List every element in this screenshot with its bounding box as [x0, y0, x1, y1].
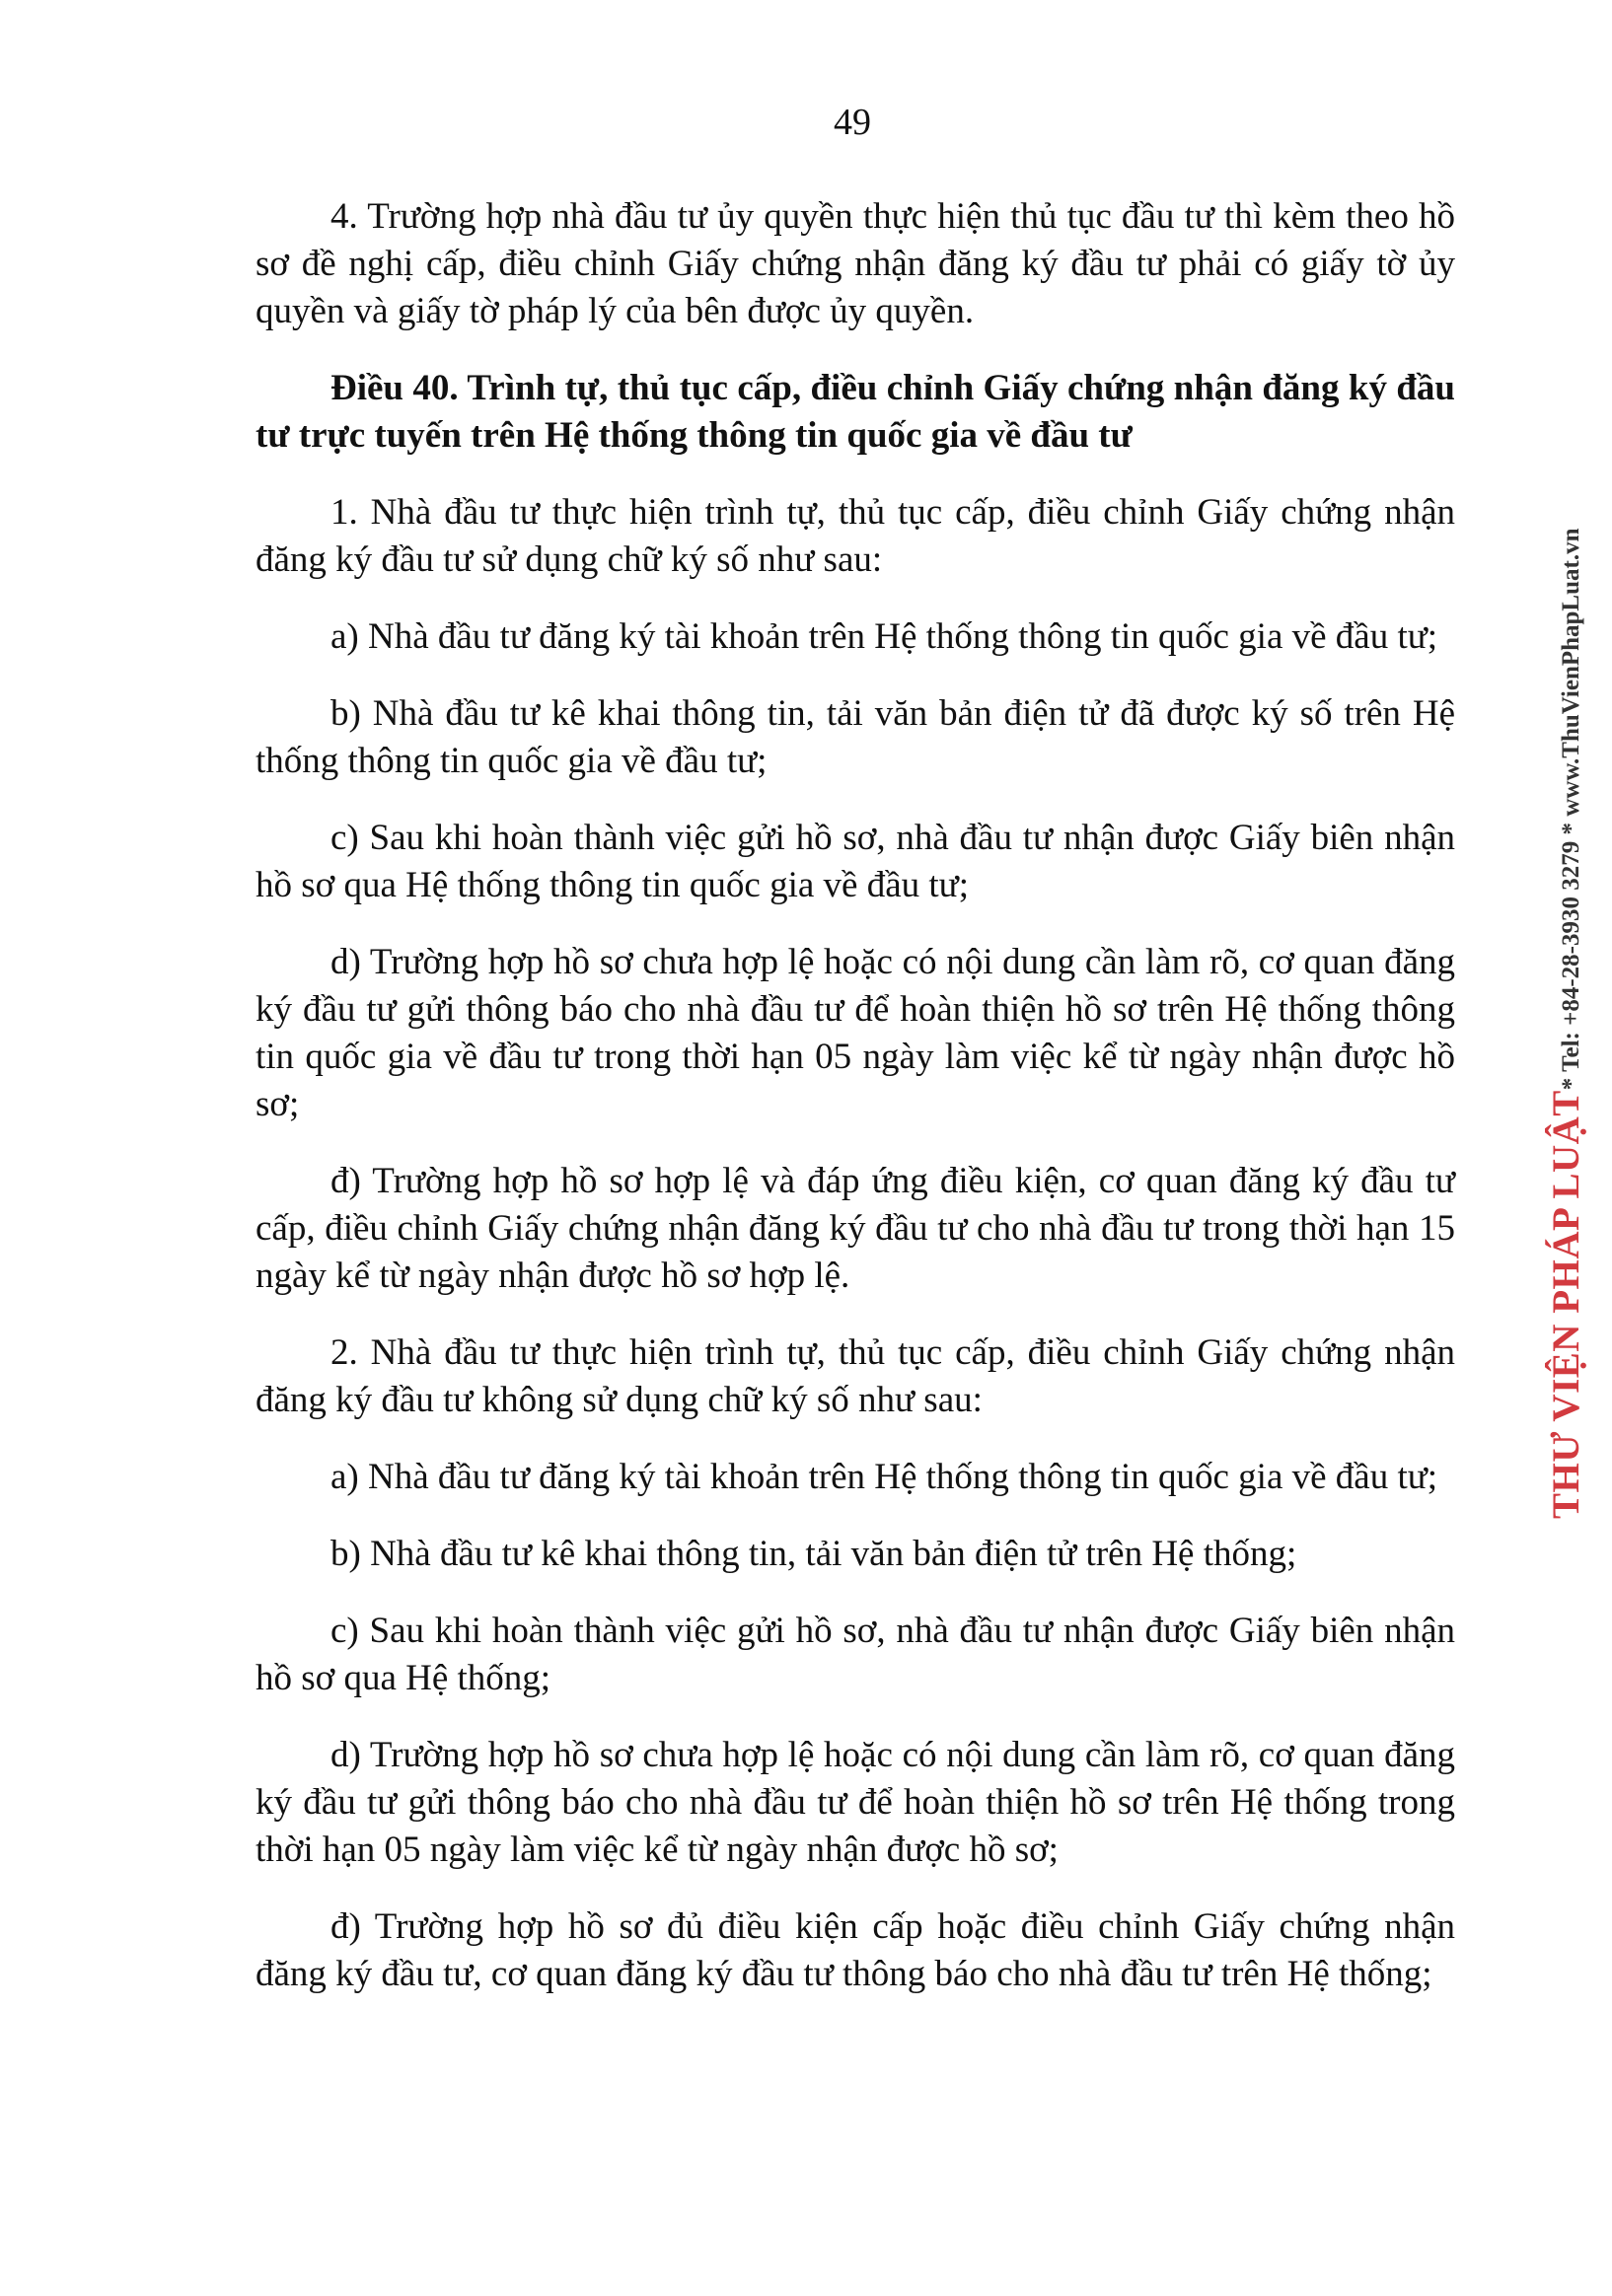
- paragraph-clause-1c: c) Sau khi hoàn thành việc gửi hồ sơ, nhà đầu tư nhận được Giấy biên nhận hồ sơ qua Hệ thống thông tin quốc gia về đầu tư;: [256, 818, 1455, 905]
- paragraph-clause-1dd: đ) Trường hợp hồ sơ hợp lệ và đáp ứng điều kiện, cơ quan đăng ký đầu tư cấp, điều chỉnh Giấy chứng nhận đăng ký đầu tư cho nhà đầu tư trong thời hạn 15 ngày kể từ ngày nhận được hồ sơ hợp lệ.: [256, 1161, 1455, 1296]
- paragraph-clause-1d: d) Trường hợp hồ sơ chưa hợp lệ hoặc có nội dung cần làm rõ, cơ quan đăng ký đầu tư gửi thông báo cho nhà đầu tư để hoàn thiện hồ sơ trên Hệ thống thông tin quốc gia về đầu tư trong thời hạn 05 ngày làm việc kể từ ngày nhận được hồ sơ;: [256, 942, 1455, 1124]
- article-40-heading: Điều 40. Trình tự, thủ tục cấp, điều chỉnh Giấy chứng nhận đăng ký đầu tư trực tuyến trên Hệ thống thông tin quốc gia về đầu tư: [256, 368, 1455, 456]
- paragraph-clause-2d: d) Trường hợp hồ sơ chưa hợp lệ hoặc có nội dung cần làm rõ, cơ quan đăng ký đầu tư gửi thông báo cho nhà đầu tư để hoàn thiện hồ sơ trên Hệ thống trong thời hạn 05 ngày làm việc kể từ ngày nhận được hồ sơ;: [256, 1735, 1455, 1870]
- watermark: [1537, 528, 1596, 1519]
- paragraph-clause-1b: b) Nhà đầu tư kê khai thông tin, tải văn bản điện tử đã được ký số trên Hệ thống thông tin quốc gia về đầu tư;: [256, 693, 1455, 781]
- paragraph-clause-2a: a) Nhà đầu tư đăng ký tài khoản trên Hệ thống thông tin quốc gia về đầu tư;: [330, 1457, 1438, 1497]
- page-number: 49: [834, 102, 871, 143]
- paragraph-clause-2b: b) Nhà đầu tư kê khai thông tin, tải văn bản điện tử trên Hệ thống;: [330, 1534, 1297, 1574]
- paragraph-clause-1: 1. Nhà đầu tư thực hiện trình tự, thủ tục cấp, điều chỉnh Giấy chứng nhận đăng ký đầu tư sử dụng chữ ký số như sau:: [256, 492, 1455, 580]
- paragraph-clause-1a: a) Nhà đầu tư đăng ký tài khoản trên Hệ thống thông tin quốc gia về đầu tư;: [330, 616, 1438, 657]
- paragraph-clause-2dd: đ) Trường hợp hồ sơ đủ điều kiện cấp hoặc điều chỉnh Giấy chứng nhận đăng ký đầu tư, cơ quan đăng ký đầu tư thông báo cho nhà đầu tư trên Hệ thống;: [256, 1906, 1455, 1994]
- paragraph-clause-2: 2. Nhà đầu tư thực hiện trình tự, thủ tục cấp, điều chỉnh Giấy chứng nhận đăng ký đầu tư không sử dụng chữ ký số như sau:: [256, 1332, 1455, 1420]
- document-body: [256, 193, 1455, 2028]
- paragraph-item-4: 4. Trường hợp nhà đầu tư ủy quyền thực hiện thủ tục đầu tư thì kèm theo hồ sơ đề nghị cấp, điều chỉnh Giấy chứng nhận đăng ký đầu tư phải có giấy tờ ủy quyền và giấy tờ pháp lý của bên được ủy quyền.: [256, 196, 1455, 331]
- watermark-brand: THƯ VIỆN PHÁP LUẬT: [1545, 1090, 1587, 1519]
- watermark-contact: * Tel: +84-28-3930 3279 * www.ThuVienPhapLuat.vn: [1558, 528, 1584, 1091]
- paragraph-clause-2c: c) Sau khi hoàn thành việc gửi hồ sơ, nhà đầu tư nhận được Giấy biên nhận hồ sơ qua Hệ thống;: [256, 1611, 1455, 1698]
